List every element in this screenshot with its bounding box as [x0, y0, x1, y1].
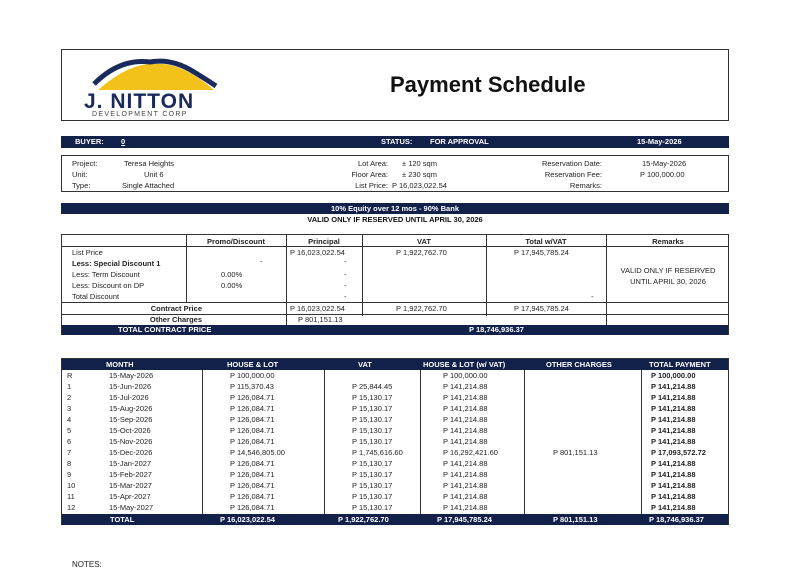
- table-row: [62, 381, 728, 392]
- other-charges-value: P 801,151.13: [298, 315, 343, 324]
- floor-area-label: Floor Area:: [351, 170, 388, 179]
- buyer-label: BUYER:: [75, 137, 104, 146]
- total-house-vat: P 17,945,785.24: [437, 515, 492, 524]
- cell-house: P 126,084.71: [230, 437, 275, 446]
- cell-no: 8: [67, 459, 72, 468]
- cell-total: P 141,214.88: [651, 470, 696, 479]
- unit-value: Unit 6: [144, 170, 164, 179]
- cell-no: 4: [67, 415, 72, 424]
- col-vat: VAT: [417, 237, 431, 246]
- cell-house: P 14,546,805.00: [230, 448, 285, 457]
- cell-no: 11: [67, 492, 75, 501]
- cell-house: P 126,084.71: [230, 404, 275, 413]
- buyer-status-bar: [61, 136, 729, 148]
- list-vat: P 1,922,762.70: [396, 248, 447, 257]
- reservation-fee-label: Reservation Fee:: [544, 170, 602, 179]
- cell-no: 7: [67, 448, 72, 457]
- cell-no: 2: [67, 393, 72, 402]
- cell-vat: P 15,130.17: [352, 459, 393, 468]
- table-row: [62, 502, 728, 513]
- cell-hv: P 141,214.88: [443, 404, 488, 413]
- cell-no: 3: [67, 404, 72, 413]
- cell-total: P 141,214.88: [651, 503, 696, 512]
- dash: -: [260, 257, 263, 266]
- cell-no: 10: [67, 481, 76, 490]
- cell-vat: P 15,130.17: [352, 492, 393, 501]
- table-row: [62, 370, 728, 381]
- cell-vat: P 15,130.17: [352, 481, 393, 490]
- logo-name: J. NITTON: [84, 90, 195, 113]
- type-value: Single Attached: [122, 181, 175, 190]
- sched-col-house: HOUSE & LOT: [227, 360, 279, 369]
- tcp-label: TOTAL CONTRACT PRICE: [118, 325, 212, 334]
- schedule-date: 15-May-2026: [637, 137, 682, 146]
- other-charges-label: Other Charges: [149, 315, 202, 324]
- tcp-value: P 18,746,936.37: [469, 325, 524, 334]
- table-row: [62, 425, 728, 436]
- special-discount-label: Less: Special Discount 1: [72, 259, 161, 268]
- cell-month: 15-Jul-2026: [109, 393, 149, 402]
- cell-house: P 126,084.71: [230, 503, 275, 512]
- contract-price-label: Contract Price: [150, 304, 202, 313]
- cell-hv: P 141,214.88: [443, 393, 488, 402]
- cell-total: P 141,214.88: [651, 481, 696, 490]
- cell-hv: P 141,214.88: [443, 470, 488, 479]
- col-principal: Principal: [308, 237, 340, 246]
- dash: -: [344, 292, 347, 301]
- total-house: P 16,023,022.54: [220, 515, 275, 524]
- buyer-value: 0: [121, 137, 126, 146]
- cell-total: P 141,214.88: [651, 492, 696, 501]
- cell-total: P 141,214.88: [651, 415, 696, 424]
- cell-total: P 141,214.88: [651, 393, 696, 402]
- table-row: [62, 469, 728, 480]
- project-value: Teresa Heights: [124, 159, 175, 168]
- cell-hv: P 141,214.88: [443, 503, 488, 512]
- cell-total: P 141,214.88: [651, 437, 696, 446]
- tcp-bar: [62, 325, 728, 335]
- col-remarks: Remarks: [652, 237, 684, 246]
- table-row: [62, 491, 728, 502]
- project-label: Project:: [72, 159, 98, 168]
- total-label: TOTAL: [110, 515, 135, 524]
- sched-col-house-vat: HOUSE & LOT (w/ VAT): [423, 360, 506, 369]
- terms-banner: 10% Equity over 12 mos - 90% Bank: [61, 203, 729, 214]
- cell-vat: P 15,130.17: [352, 503, 393, 512]
- cell-no: 1: [67, 382, 72, 391]
- schedule-header: [62, 359, 728, 370]
- table-row: [62, 392, 728, 403]
- sched-col-total: TOTAL PAYMENT: [649, 360, 711, 369]
- cell-house: P 126,084.71: [230, 426, 275, 435]
- logo-mark-icon: [90, 56, 220, 92]
- cell-total: P 141,214.88: [651, 382, 696, 391]
- page-title: Payment Schedule: [390, 72, 586, 97]
- cell-hv: P 16,292,421.60: [443, 448, 498, 457]
- cell-hv: P 100,000.00: [443, 371, 488, 380]
- cell-house: P 126,084.71: [230, 481, 275, 490]
- cell-total: P 141,214.88: [651, 404, 696, 413]
- cell-no: 12: [67, 503, 76, 512]
- status-label: STATUS:: [381, 137, 413, 146]
- table-row: [62, 436, 728, 447]
- cell-month: 15-May-2027: [109, 503, 154, 512]
- cell-hv: P 141,214.88: [443, 492, 488, 501]
- cell-no: R: [67, 371, 73, 380]
- cell-vat: P 1,745,616.60: [352, 448, 403, 457]
- reservation-date-value: 15-May-2026: [642, 159, 687, 168]
- total-vat: P 1,922,762.70: [338, 515, 389, 524]
- cell-hv: P 141,214.88: [443, 437, 488, 446]
- cell-house: P 100,000.00: [230, 371, 275, 380]
- term-discount-label: Less: Term Discount: [72, 270, 140, 279]
- reservation-fee-value: P 100,000.00: [640, 170, 685, 179]
- cell-hv: P 141,214.88: [443, 459, 488, 468]
- dp-discount-pct: 0.00%: [221, 281, 243, 290]
- cell-vat: P 15,130.17: [352, 393, 393, 402]
- dash: -: [591, 292, 594, 301]
- sched-col-month: MONTH: [106, 360, 134, 369]
- table-row: [62, 458, 728, 469]
- lot-area-value: ± 120 sqm: [402, 159, 437, 168]
- cell-month: 15-Jun-2026: [109, 382, 152, 391]
- notes-label: NOTES:: [72, 560, 102, 569]
- cell-hv: P 141,214.88: [443, 426, 488, 435]
- cell-month: 15-Oct-2026: [109, 426, 151, 435]
- sched-col-other: OTHER CHARGES: [546, 360, 612, 369]
- cell-no: 6: [67, 437, 72, 446]
- contract-vat: P 1,922,762.70: [396, 304, 447, 313]
- dash: -: [344, 270, 347, 279]
- cell-house: P 115,370.43: [230, 382, 274, 391]
- cell-total: P 141,214.88: [651, 426, 696, 435]
- cell-month: 15-Apr-2027: [109, 492, 151, 501]
- cell-hv: P 141,214.88: [443, 415, 488, 424]
- header-box: [61, 49, 729, 121]
- cell-hv: P 141,214.88: [443, 382, 488, 391]
- type-label: Type:: [72, 181, 91, 190]
- col-total-vat: Total w/VAT: [525, 237, 567, 246]
- status-value: FOR APPROVAL: [430, 137, 489, 146]
- cell-vat: P 15,130.17: [352, 470, 393, 479]
- dash: -: [344, 257, 347, 266]
- cell-house: P 126,084.71: [230, 459, 275, 468]
- table-row: [62, 447, 728, 458]
- total-discount-label: Total Discount: [72, 292, 120, 301]
- cell-vat: P 15,130.17: [352, 426, 393, 435]
- table-row: [62, 403, 728, 414]
- sched-col-vat: VAT: [358, 360, 372, 369]
- table-row: [62, 480, 728, 491]
- list-principal: P 16,023,022.54: [290, 248, 345, 257]
- contract-total: P 17,945,785.24: [514, 304, 569, 313]
- unit-label: Unit:: [72, 170, 88, 179]
- cell-house: P 126,084.71: [230, 415, 275, 424]
- price-breakdown-table: [61, 234, 729, 335]
- cell-hv: P 141,214.88: [443, 481, 488, 490]
- cell-month: 15-May-2026: [109, 371, 154, 380]
- lot-area-label: Lot Area:: [357, 159, 388, 168]
- cell-house: P 126,084.71: [230, 470, 275, 479]
- cell-month: 15-Dec-2026: [109, 448, 153, 457]
- floor-area-value: ± 230 sqm: [402, 170, 437, 179]
- table-row: [62, 414, 728, 425]
- price-remarks: VALID ONLY IF RESERVED UNTIL APRIL 30, 2026: [620, 266, 716, 286]
- property-info: [61, 155, 729, 192]
- cell-house: P 126,084.71: [230, 492, 275, 501]
- list-price-label: List Price:: [355, 181, 388, 190]
- schedule-total-row: [62, 514, 728, 525]
- total-payment: P 18,746,936.37: [649, 515, 704, 524]
- terms-validity: VALID ONLY IF RESERVED UNTIL APRIL 30, 2026: [307, 215, 483, 224]
- remarks-label: Remarks:: [569, 181, 602, 190]
- logo-subtitle: DEVELOPMENT CORP: [92, 111, 188, 118]
- payment-schedule-table: [61, 358, 729, 525]
- cell-house: P 126,084.71: [230, 393, 275, 402]
- cell-no: 9: [67, 470, 72, 479]
- term-discount-pct: 0.00%: [221, 270, 243, 279]
- list-total: P 17,945,785.24: [514, 248, 569, 257]
- cell-total: P 100,000.00: [651, 371, 696, 380]
- cell-total: P 141,214.88: [651, 459, 696, 468]
- cell-month: 15-Nov-2026: [109, 437, 153, 446]
- cell-month: 15-Mar-2027: [109, 481, 152, 490]
- cell-no: 5: [67, 426, 72, 435]
- reservation-date-label: Reservation Date:: [541, 159, 602, 168]
- cell-month: 15-Feb-2027: [109, 470, 152, 479]
- cell-other: P 801,151.13: [553, 448, 598, 457]
- cell-total: P 17,093,572.72: [651, 448, 706, 457]
- contract-principal: P 16,023,022.54: [290, 304, 345, 313]
- cell-month: 15-Sep-2026: [109, 415, 153, 424]
- cell-vat: P 15,130.17: [352, 415, 393, 424]
- cell-vat: P 25,844.45: [352, 382, 393, 391]
- col-promo: Promo/Discount: [207, 237, 265, 246]
- total-other: P 801,151.13: [553, 515, 598, 524]
- cell-vat: P 15,130.17: [352, 437, 393, 446]
- dash: -: [344, 281, 347, 290]
- list-price-row-label: List Price: [72, 248, 103, 257]
- dp-discount-label: Less: Discount on DP: [72, 281, 145, 290]
- list-price-value: P 16,023,022.54: [392, 181, 447, 190]
- cell-vat: P 15,130.17: [352, 404, 393, 413]
- cell-month: 15-Aug-2026: [109, 404, 153, 413]
- cell-month: 15-Jan-2027: [109, 459, 152, 468]
